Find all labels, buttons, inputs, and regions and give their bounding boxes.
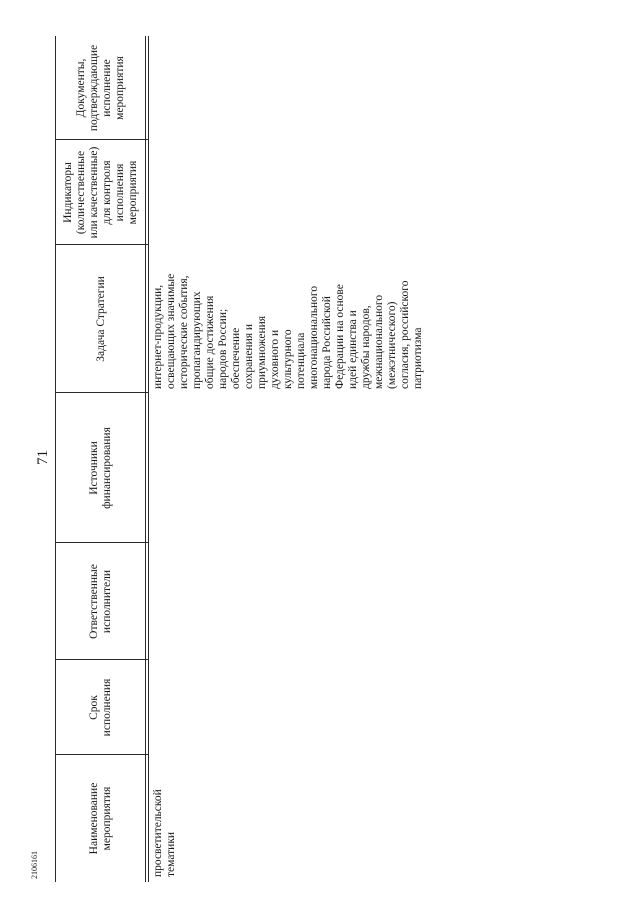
- header-funding-sources: Источники финансирования: [88, 427, 113, 509]
- header-deadline: Срок исполнения: [88, 678, 113, 737]
- header-strategy-task: Задача Стратегии: [94, 276, 107, 362]
- header-event-name: Наименование мероприятия: [88, 782, 113, 855]
- table-header-rule: [145, 36, 146, 882]
- row-event-name: просветительской тематики: [152, 789, 177, 877]
- header-responsible: Ответственные исполнители: [88, 564, 113, 639]
- header-documents: Документы, подтверждающие исполнение мероприятия: [75, 44, 126, 132]
- table-top-rule: [55, 36, 56, 882]
- header-indicators: Индикаторы (количественные или качественные) для контроля исполнения мероприятия: [62, 146, 139, 239]
- table-header-rule-double: [148, 36, 149, 882]
- page-number: 71: [35, 450, 51, 465]
- document-code: 2106161: [30, 851, 39, 879]
- row-strategy-task: интернет-продукции, освещающих значимые исторические события, пропагандирующих общие достижения народов России; обеспечение сохранения и приумножения духовного и культурного потенциала многонационального народа Российской Федерации на основе идей единства и дружбы народов, межнационального (межэтнического) согласия, российского патриотизма: [152, 273, 424, 389]
